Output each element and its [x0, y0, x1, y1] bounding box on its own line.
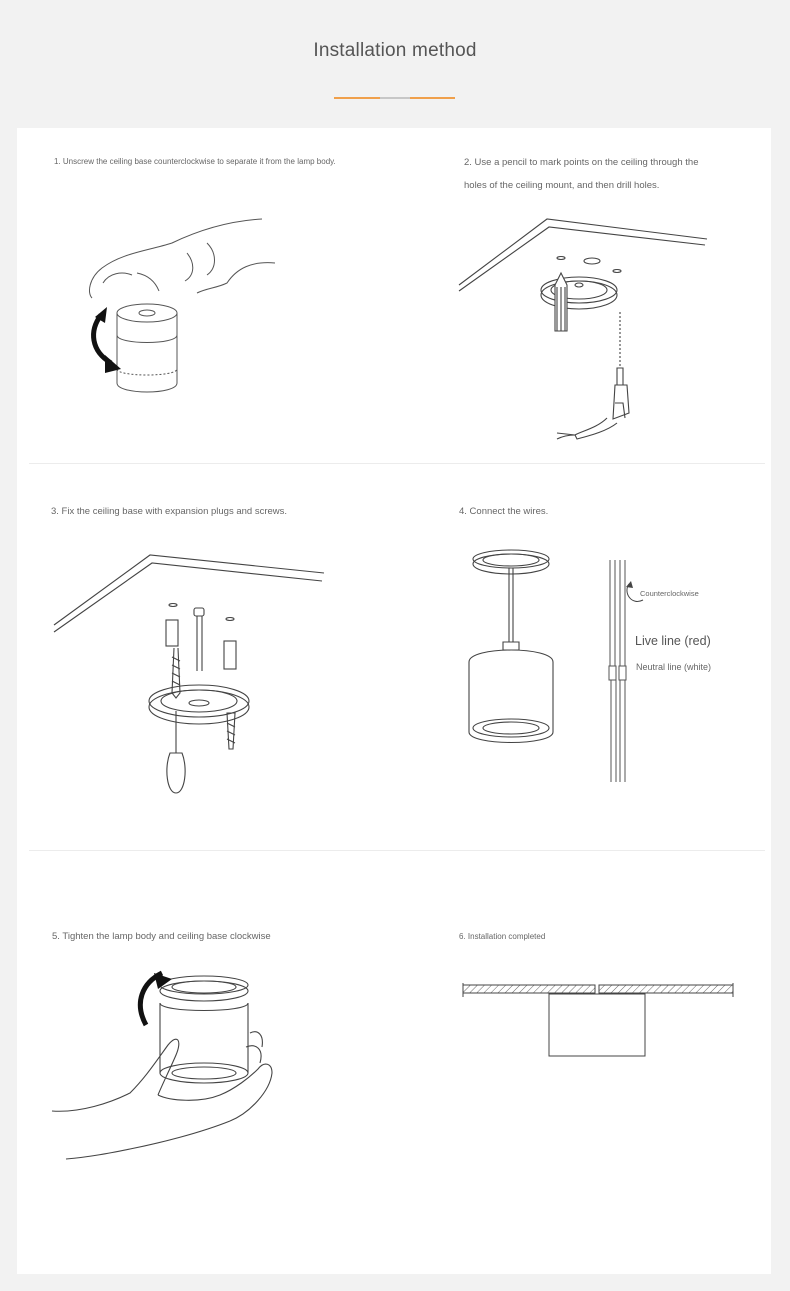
step-2-caption-line1: 2. Use a pencil to mark points on the ceiling through the — [464, 157, 699, 168]
step-6-illustration — [460, 981, 736, 1061]
instructions-card — [17, 128, 771, 1274]
step-5-illustration — [50, 973, 290, 1173]
step-2-illustration — [457, 213, 727, 443]
step-1-caption: 1. Unscrew the ceiling base counterclockwise to separate it from the lamp body. — [54, 157, 336, 166]
neutral-line-label: Neutral line (white) — [636, 662, 712, 672]
step-3-caption: 3. Fix the ceiling base with expansion plugs and screws. — [51, 506, 288, 517]
step-5-caption: 5. Tighten the lamp body and ceiling base clockwise — [52, 931, 271, 942]
counterclockwise-label: Counterclockwise — [640, 589, 699, 598]
row-separator-2 — [29, 850, 765, 851]
row-separator-1 — [29, 463, 765, 464]
divider-right-accent — [410, 97, 455, 99]
live-line-label: Live line (red) — [635, 634, 711, 648]
divider-middle — [380, 97, 410, 99]
step-2-caption-line2: holes of the ceiling mount, and then drill holes. — [464, 180, 660, 191]
divider-left-accent — [334, 97, 380, 99]
header — [0, 0, 790, 128]
page-title: Installation method — [313, 40, 477, 61]
title-divider — [334, 97, 455, 99]
step-4-caption: 4. Connect the wires. — [459, 506, 549, 517]
step-1-illustration — [77, 213, 317, 403]
step-3-illustration — [52, 553, 332, 793]
step-4-lamp-illustration — [465, 546, 565, 746]
step-6-caption: 6. Installation completed — [459, 932, 546, 941]
